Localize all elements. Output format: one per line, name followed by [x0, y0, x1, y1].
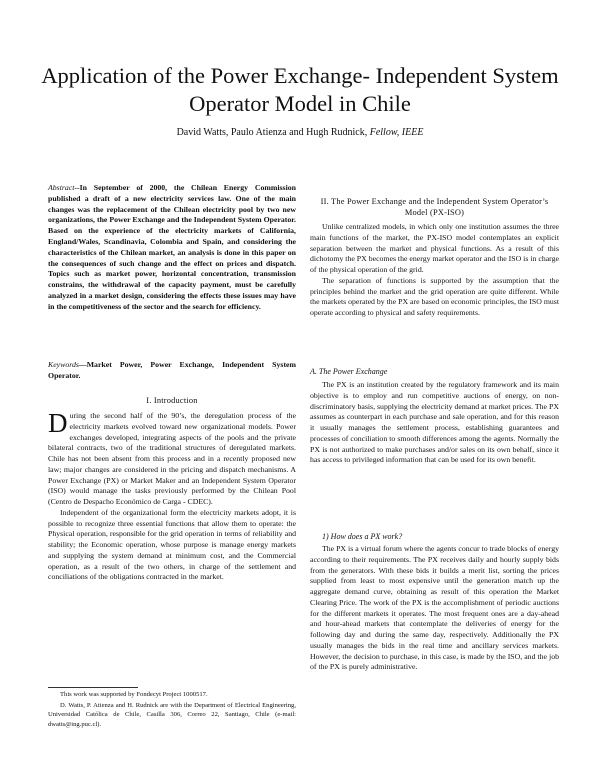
intro-paragraph-2: Independent of the organizational form the electricity markets adopt, it is possible to recognize three essential functions that allow them to operate: the Physical operation, responsible for the grid operation in terms of reliability and stability; the Economic operation, whose purpose is manage energy markets and supplying the system demand at minimum cost, and the Commercial operation, as a result of the two others, in charge of the settlement and conciliations of the obligations contracted in the market.: [48, 507, 296, 582]
subsection-1-paragraph: The PX is a virtual forum where the agents concur to trade blocks of energy according to their requirements. The PX receives daily and hourly supply bids from the generators. With these bids it builds a merit list, sorting the prices supplied from least to most expensive until the generation match up the aggregate demand curve, obtaining as result of this operation the Market Clearing Price. The work of the PX is the accomplishment of periodic auctions for the different markets it operates. The most frequent ones are a day-ahead and hour-ahead markets that contemplate the deliveries of energy for the following day and during the same day, respectively. Additionally the PX usually manages the bids in the real time and ancillary services markets. However, the decision to purchase, in this case, is made by the ISO, and the job of the PX is purely administrative.: [310, 544, 559, 672]
keywords-text: —Market Power, Power Exchange, Independent System Operator.: [48, 360, 296, 380]
subsection-a-paragraph: The PX is an institution created by the regulatory framework and its main objective is to employ and run competitive auctions of energy, on non-discriminatory basis, supplying the electricity demand at market prices. The PX assumes as counterpart in each purchase and sale operation, and for this reason it usually manages the settlement process, establishing guarantees and processes of conciliation to smooth differences among the agents. Normally the PX is not authorized to make purchases and/or sales on its own behalf, since it has access to privileged information that can be used for its own benefit.: [310, 380, 559, 465]
author-fellow: Fellow, IEEE: [369, 127, 424, 138]
footnote-funding: This work was supported by Fondecyt Project 1000517.: [60, 691, 208, 698]
footnote-affiliation: D. Watts, P. Atienza and H. Rudnick are with the Department of Electrical Engineering, Universidad Católica de Chile, Casilla 306, Correo 22, Santiago, Chile (e-mail: dwatts@ing.puc.cl).: [48, 702, 296, 728]
abstract-label: Abstract: [48, 183, 75, 192]
section2-body: [310, 222, 559, 319]
abstract-text: --In September of 2000, the Chilean Energy Commission published a draft of a new electricity services law. One of the main changes was the replacement of the Chilean electricity pool by two new organizations, the Power Exchange and the Independent System Operator. Based on the experience of the electricity markets of California, England/Wales, Scandinavia, Colombia and Spain, and considering the characteristics of the Chilean market, an analysis is done in this paper on the consequences of such change and the effect on prices and dispatch. Topics such as market power, horizontal concentration, transmission constrains, the withdrawal of the capacity payment, must be carefully analyzed in a market design, considering the effects these issues may have in the competitiveness of the sector and the search for efficiency.: [48, 183, 296, 311]
section2-paragraph-2: The separation of functions is supported by the assumption that the principles behind the market and the grid operation are quite different. While the markets operated by the PX are based on economic principles, the ISO must operate according to physical and safety requirements.: [310, 275, 559, 317]
intro-paragraph-1: During the second half of the 90’s, the deregulation process of the electricity markets evolved toward new organizational models. Power exchanges developed, integrating aspects of the pools and the private bilateral contracts, two of the traditional structures of deregulated markets. Chile has not been absent from this process and in a recently proposed new law; major changes are considered in the pricing and dispatch mechanisms. A Power Exchange (PX) or Market Maker and an Independent System Operator (ISO) would manage the tasks previously performed by the Chilean Pool (Centro de Despacho Económico de Carga - CDEC).: [48, 408, 296, 506]
section2-paragraph-1: Unlike centralized models, in which only one institution assumes the three main functions of the market, the PX-ISO model contemplates an explicit separation between the market and physical functions. As a result of this dichotomy the PX becomes the energy market operator and the ISO is in charge of the physical operation of the grid.: [310, 222, 559, 274]
footnote-rule: [48, 687, 138, 688]
keywords: [48, 360, 296, 382]
subsection-a-body: [310, 380, 559, 466]
drop-cap: D: [48, 408, 68, 438]
subsection-1-body: [310, 544, 559, 673]
author-names: David Watts, Paulo Atienza and Hugh Rudnick,: [176, 127, 368, 138]
section-heading-introduction: I. Introduction: [146, 396, 198, 405]
keywords-label: Keywords: [48, 360, 79, 369]
author-line: [40, 127, 560, 139]
subsection-heading-how-px-works: 1) How does a PX work?: [322, 532, 403, 541]
section-heading-px-iso: II. The Power Exchange and the Independent System Operator’s Model (PX-ISO): [320, 197, 549, 217]
introduction-body: [48, 408, 296, 583]
subsection-heading-power-exchange: A. The Power Exchange: [310, 367, 388, 376]
abstract: [48, 183, 296, 313]
paper-title: Application of the Power Exchange- Independent System Operator Model in Chile: [41, 63, 559, 116]
